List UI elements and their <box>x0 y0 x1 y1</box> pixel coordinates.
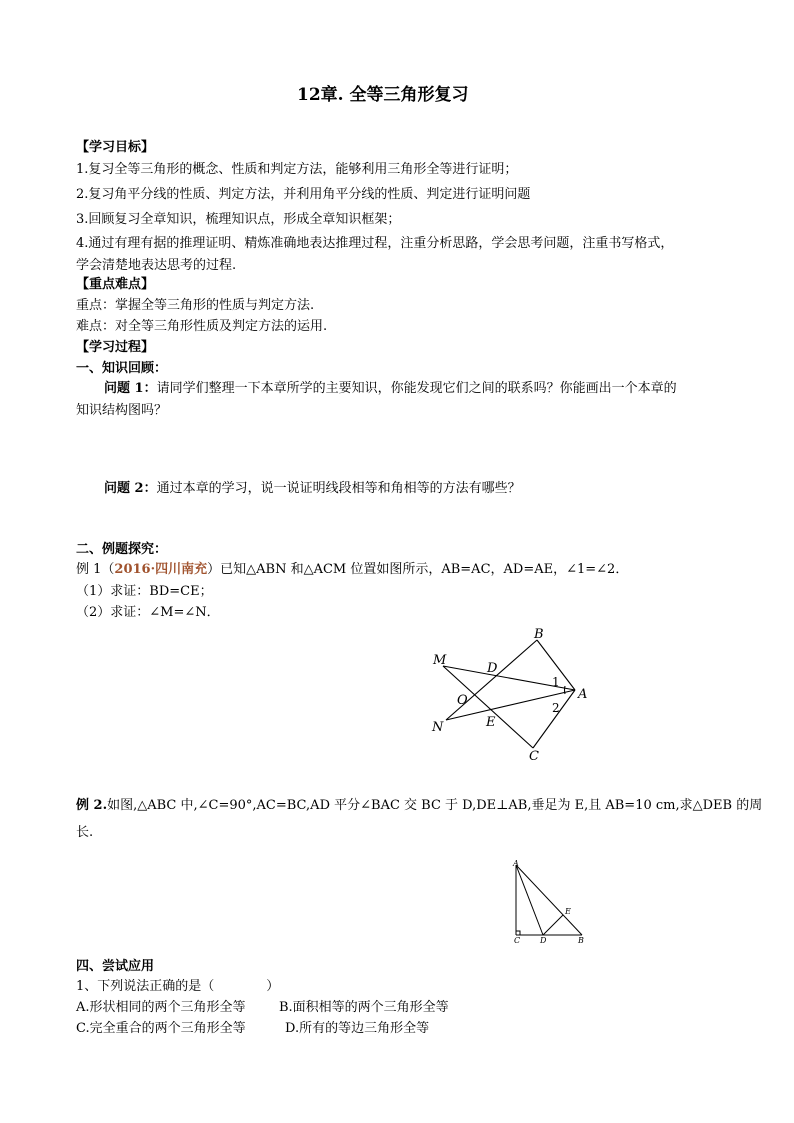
label-A: A <box>578 687 588 702</box>
difficult-point: 难点：对全等三角形性质及判定方法的运用. <box>76 319 328 334</box>
example-1-q2: （2）求证：∠M=∠N． <box>76 605 220 620</box>
example-2 <box>76 796 762 815</box>
question-1-label: 问题 1： <box>104 381 157 396</box>
example-1 <box>76 560 628 579</box>
right-angle-C <box>516 931 520 935</box>
label-D: D <box>540 936 547 945</box>
option-a: A.形状相同的两个三角形全等 <box>76 1000 246 1015</box>
application-q1: 1、下列说法正确的是（ ） <box>76 979 280 994</box>
example-1-source: 2016·四川南充 <box>114 562 208 577</box>
angle-arc <box>565 686 566 694</box>
example-2-text: 如图,△ABC 中,∠C=90°,AC=BC,AD 平分∠BAC 交 BC 于 D,DE⊥AB,垂足为 E,且 AB=10 cm,求△DEB 的周 <box>107 798 763 813</box>
label-B: B <box>534 627 544 642</box>
goal-item-2: 2.复习角平分线的性质、判定方法，并利用角平分线的性质、判定进行证明问题 <box>76 187 531 202</box>
label-1: 1 <box>552 675 560 689</box>
label-C: C <box>514 936 521 945</box>
question-1-cont: 知识结构图吗？ <box>76 403 168 418</box>
segment-DE <box>543 915 563 935</box>
key-point: 重点：掌握全等三角形的性质与判定方法. <box>76 298 315 313</box>
label-N: N <box>432 720 444 735</box>
example-1-text: ）已知△ABN 和△ACM 位置如图所示，AB=AC，AD=AE，∠1=∠2． <box>207 562 629 577</box>
question-2-label: 问题 2： <box>104 481 157 496</box>
option-b: B.面积相等的两个三角形全等 <box>279 1000 449 1015</box>
example-1-prefix: 例 1（ <box>76 562 115 577</box>
goal-item-4-cont: 学会清楚地表达思考的过程. <box>76 258 237 273</box>
keypoints-heading: 【重点难点】 <box>76 277 155 292</box>
label-E: E <box>565 907 571 916</box>
line-NB <box>446 640 537 720</box>
section-4-heading: 四、尝试应用 <box>76 959 155 974</box>
question-2-text: 通过本章的学习，说一说证明线段相等和角相等的方法有哪些？ <box>156 481 521 496</box>
example-1-figure <box>420 620 600 770</box>
label-2: 2 <box>552 701 560 715</box>
page-title: 12章. 全等三角形复习 <box>297 85 469 105</box>
example-2-label: 例 2. <box>76 798 108 813</box>
process-heading: 【学习过程】 <box>76 340 155 355</box>
goal-item-3: 3.回顾复习全章知识，梳理知识点，形成全章知识框架； <box>76 212 401 227</box>
example-2-figure <box>505 855 595 950</box>
option-c: C.完全重合的两个三角形全等 <box>76 1021 246 1036</box>
section-1-heading: 一、知识回顾： <box>76 361 168 376</box>
label-M: M <box>433 653 447 668</box>
section-2-heading: 二、例题探究： <box>76 542 168 557</box>
label-B: B <box>578 936 584 945</box>
option-d: D.所有的等边三角形全等 <box>285 1021 430 1036</box>
example-1-q1: （1）求证：BD=CE； <box>76 584 213 599</box>
question-2 <box>104 479 521 498</box>
goal-item-4: 4.通过有理有据的推理证明、精炼准确地表达推理过程，注重分析思路，学会思考问题，注重书写格式， <box>76 236 674 251</box>
example-2-cont: 长. <box>76 825 94 840</box>
label-E: E <box>486 715 496 730</box>
label-O: O <box>457 693 468 708</box>
segment-AB <box>516 865 582 935</box>
question-1 <box>104 379 677 398</box>
segment-AD <box>516 865 543 935</box>
question-1-text: 请同学们整理一下本章所学的主要知识，你能发现它们之间的联系吗？你能画出一个本章的 <box>156 381 677 396</box>
label-A: A <box>513 859 519 868</box>
label-C: C <box>529 749 539 764</box>
goals-heading: 【学习目标】 <box>76 140 155 155</box>
goal-item-1: 1.复习全等三角形的概念、性质和判定方法，能够利用三角形全等进行证明； <box>76 162 518 177</box>
label-D: D <box>487 661 498 676</box>
